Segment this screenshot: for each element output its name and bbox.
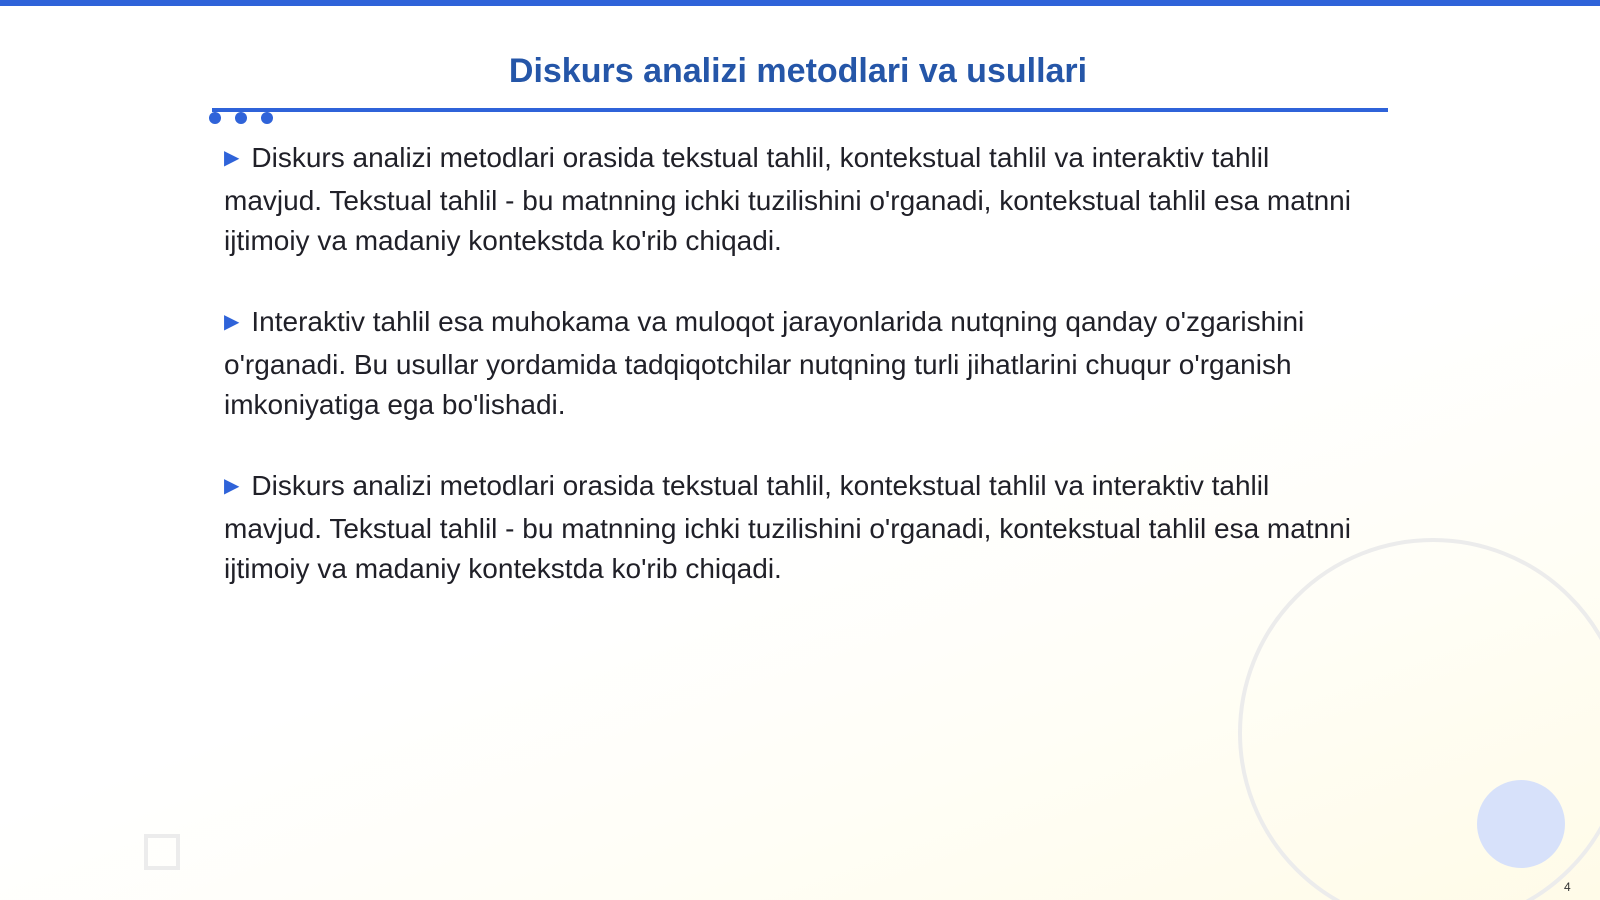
decorative-dot bbox=[235, 112, 247, 124]
triangle-bullet-icon: ▶ bbox=[224, 475, 240, 497]
triangle-bullet-icon: ▶ bbox=[224, 147, 240, 169]
slide-body bbox=[224, 138, 1354, 630]
decorative-square bbox=[144, 834, 180, 870]
slide-title: Diskurs analizi metodlari va usullari bbox=[508, 52, 1088, 90]
decorative-dot bbox=[209, 112, 221, 124]
decorative-blue-circle bbox=[1477, 780, 1565, 868]
paragraph-text: Interaktiv tahlil esa muhokama va muloqot jarayonlarida nutqning qanday o'zgarishini o'rganadi. Bu usullar yordamida tadqiqotchilar nutqning turli jihatlarini chuqur o'rganish imkoniyatiga ega bo'lishadi. bbox=[224, 306, 1305, 420]
paragraph-text: Diskurs analizi metodlari orasida tekstual tahlil, kontekstual tahlil va interaktiv tahlil mavjud. Tekstual tahlil - bu matnning ichki tuzilishini o'rganadi, kontekstual tahlil esa matnni ijtimoiy va madaniy kontekstda ko'rib chiqadi. bbox=[224, 470, 1351, 584]
bullet-paragraph bbox=[224, 138, 1354, 261]
bullet-paragraph bbox=[224, 466, 1354, 589]
paragraph-text: Diskurs analizi metodlari orasida tekstual tahlil, kontekstual tahlil va interaktiv tahlil mavjud. Tekstual tahlil - bu matnning ichki tuzilishini o'rganadi, kontekstual tahlil esa matnni ijtimoiy va madaniy kontekstda ko'rib chiqadi. bbox=[224, 142, 1351, 256]
bullet-paragraph bbox=[224, 302, 1354, 425]
page-number: 4 bbox=[1564, 880, 1571, 894]
triangle-bullet-icon: ▶ bbox=[224, 311, 240, 333]
decorative-dot bbox=[261, 112, 273, 124]
top-accent-bar bbox=[0, 0, 1600, 6]
title-underline bbox=[212, 108, 1388, 112]
